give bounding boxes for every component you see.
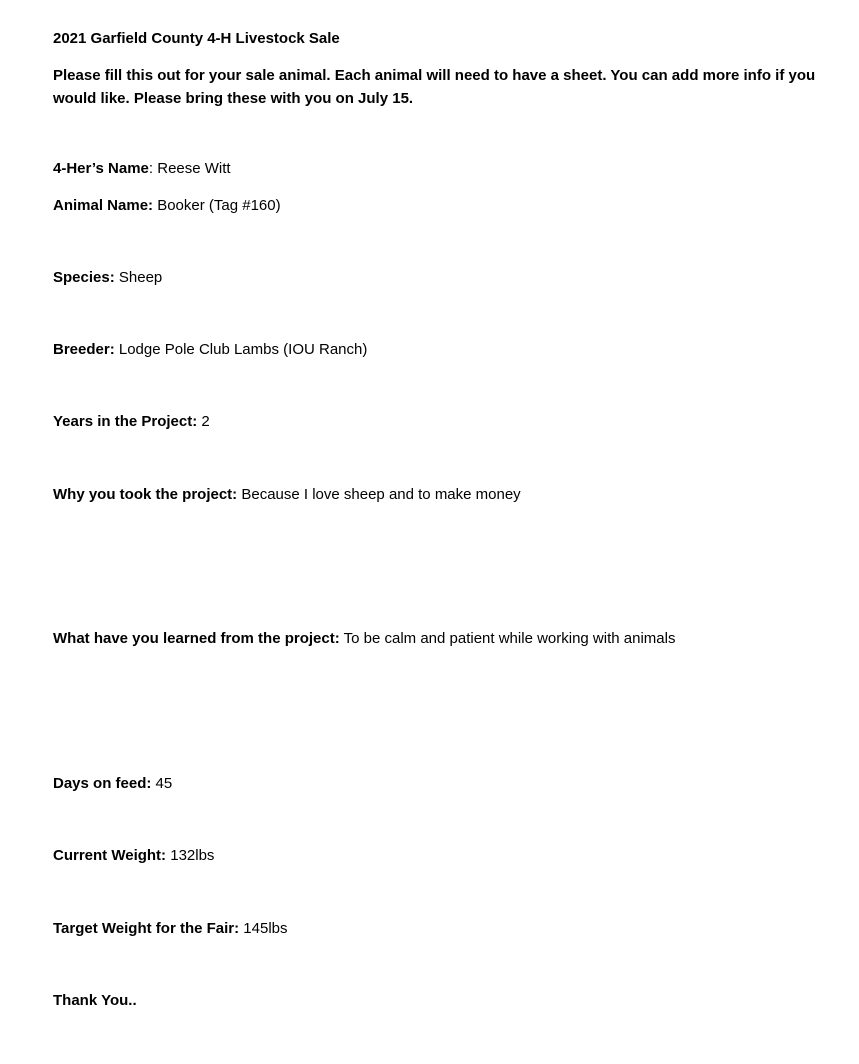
field-label: Years in the Project:	[53, 413, 198, 430]
field-name	[53, 160, 231, 178]
field-value: Because I love sheep and to make money	[241, 486, 521, 503]
closing-text: Thank You..	[53, 992, 137, 1009]
field-label: What have you learned from the project:	[53, 630, 340, 647]
field-label: 4-Her’s Name	[53, 160, 149, 177]
field-label: Breeder:	[53, 341, 115, 358]
field-value: 145lbs	[243, 920, 288, 937]
field-value: 45	[155, 775, 173, 792]
field-species	[53, 269, 162, 287]
field-value: Sheep	[118, 269, 163, 286]
field-current-weight	[53, 847, 214, 865]
field-days-on-feed	[53, 775, 172, 793]
field-label: Animal Name:	[53, 197, 154, 214]
field-value: Lodge Pole Club Lambs (IOU Ranch)	[118, 341, 368, 358]
field-value: 132lbs	[170, 847, 215, 864]
field-breeder	[53, 341, 367, 359]
field-label: Days on feed:	[53, 775, 152, 792]
field-separator: :	[148, 160, 158, 177]
field-animal-name	[53, 197, 281, 215]
field-why-project	[53, 486, 521, 504]
field-label: Target Weight for the Fair:	[53, 920, 240, 937]
field-label: Species:	[53, 269, 115, 286]
field-target-weight	[53, 920, 288, 938]
field-value: 2	[201, 413, 210, 430]
field-label: Why you took the project:	[53, 486, 238, 503]
instructions-text: Please fill this out for your sale animal. Each animal will need to have a sheet. You can add more info if you would like. Please bring these with you on July 15.	[53, 67, 816, 107]
field-value: Reese Witt	[157, 160, 231, 177]
field-years	[53, 413, 210, 431]
document-title: 2021 Garfield County 4-H Livestock Sale	[53, 30, 340, 47]
field-label: Current Weight:	[53, 847, 167, 864]
field-learned	[53, 630, 675, 648]
field-value: To be calm and patient while working with animals	[343, 630, 676, 647]
field-value: Booker (Tag #160)	[157, 197, 281, 214]
